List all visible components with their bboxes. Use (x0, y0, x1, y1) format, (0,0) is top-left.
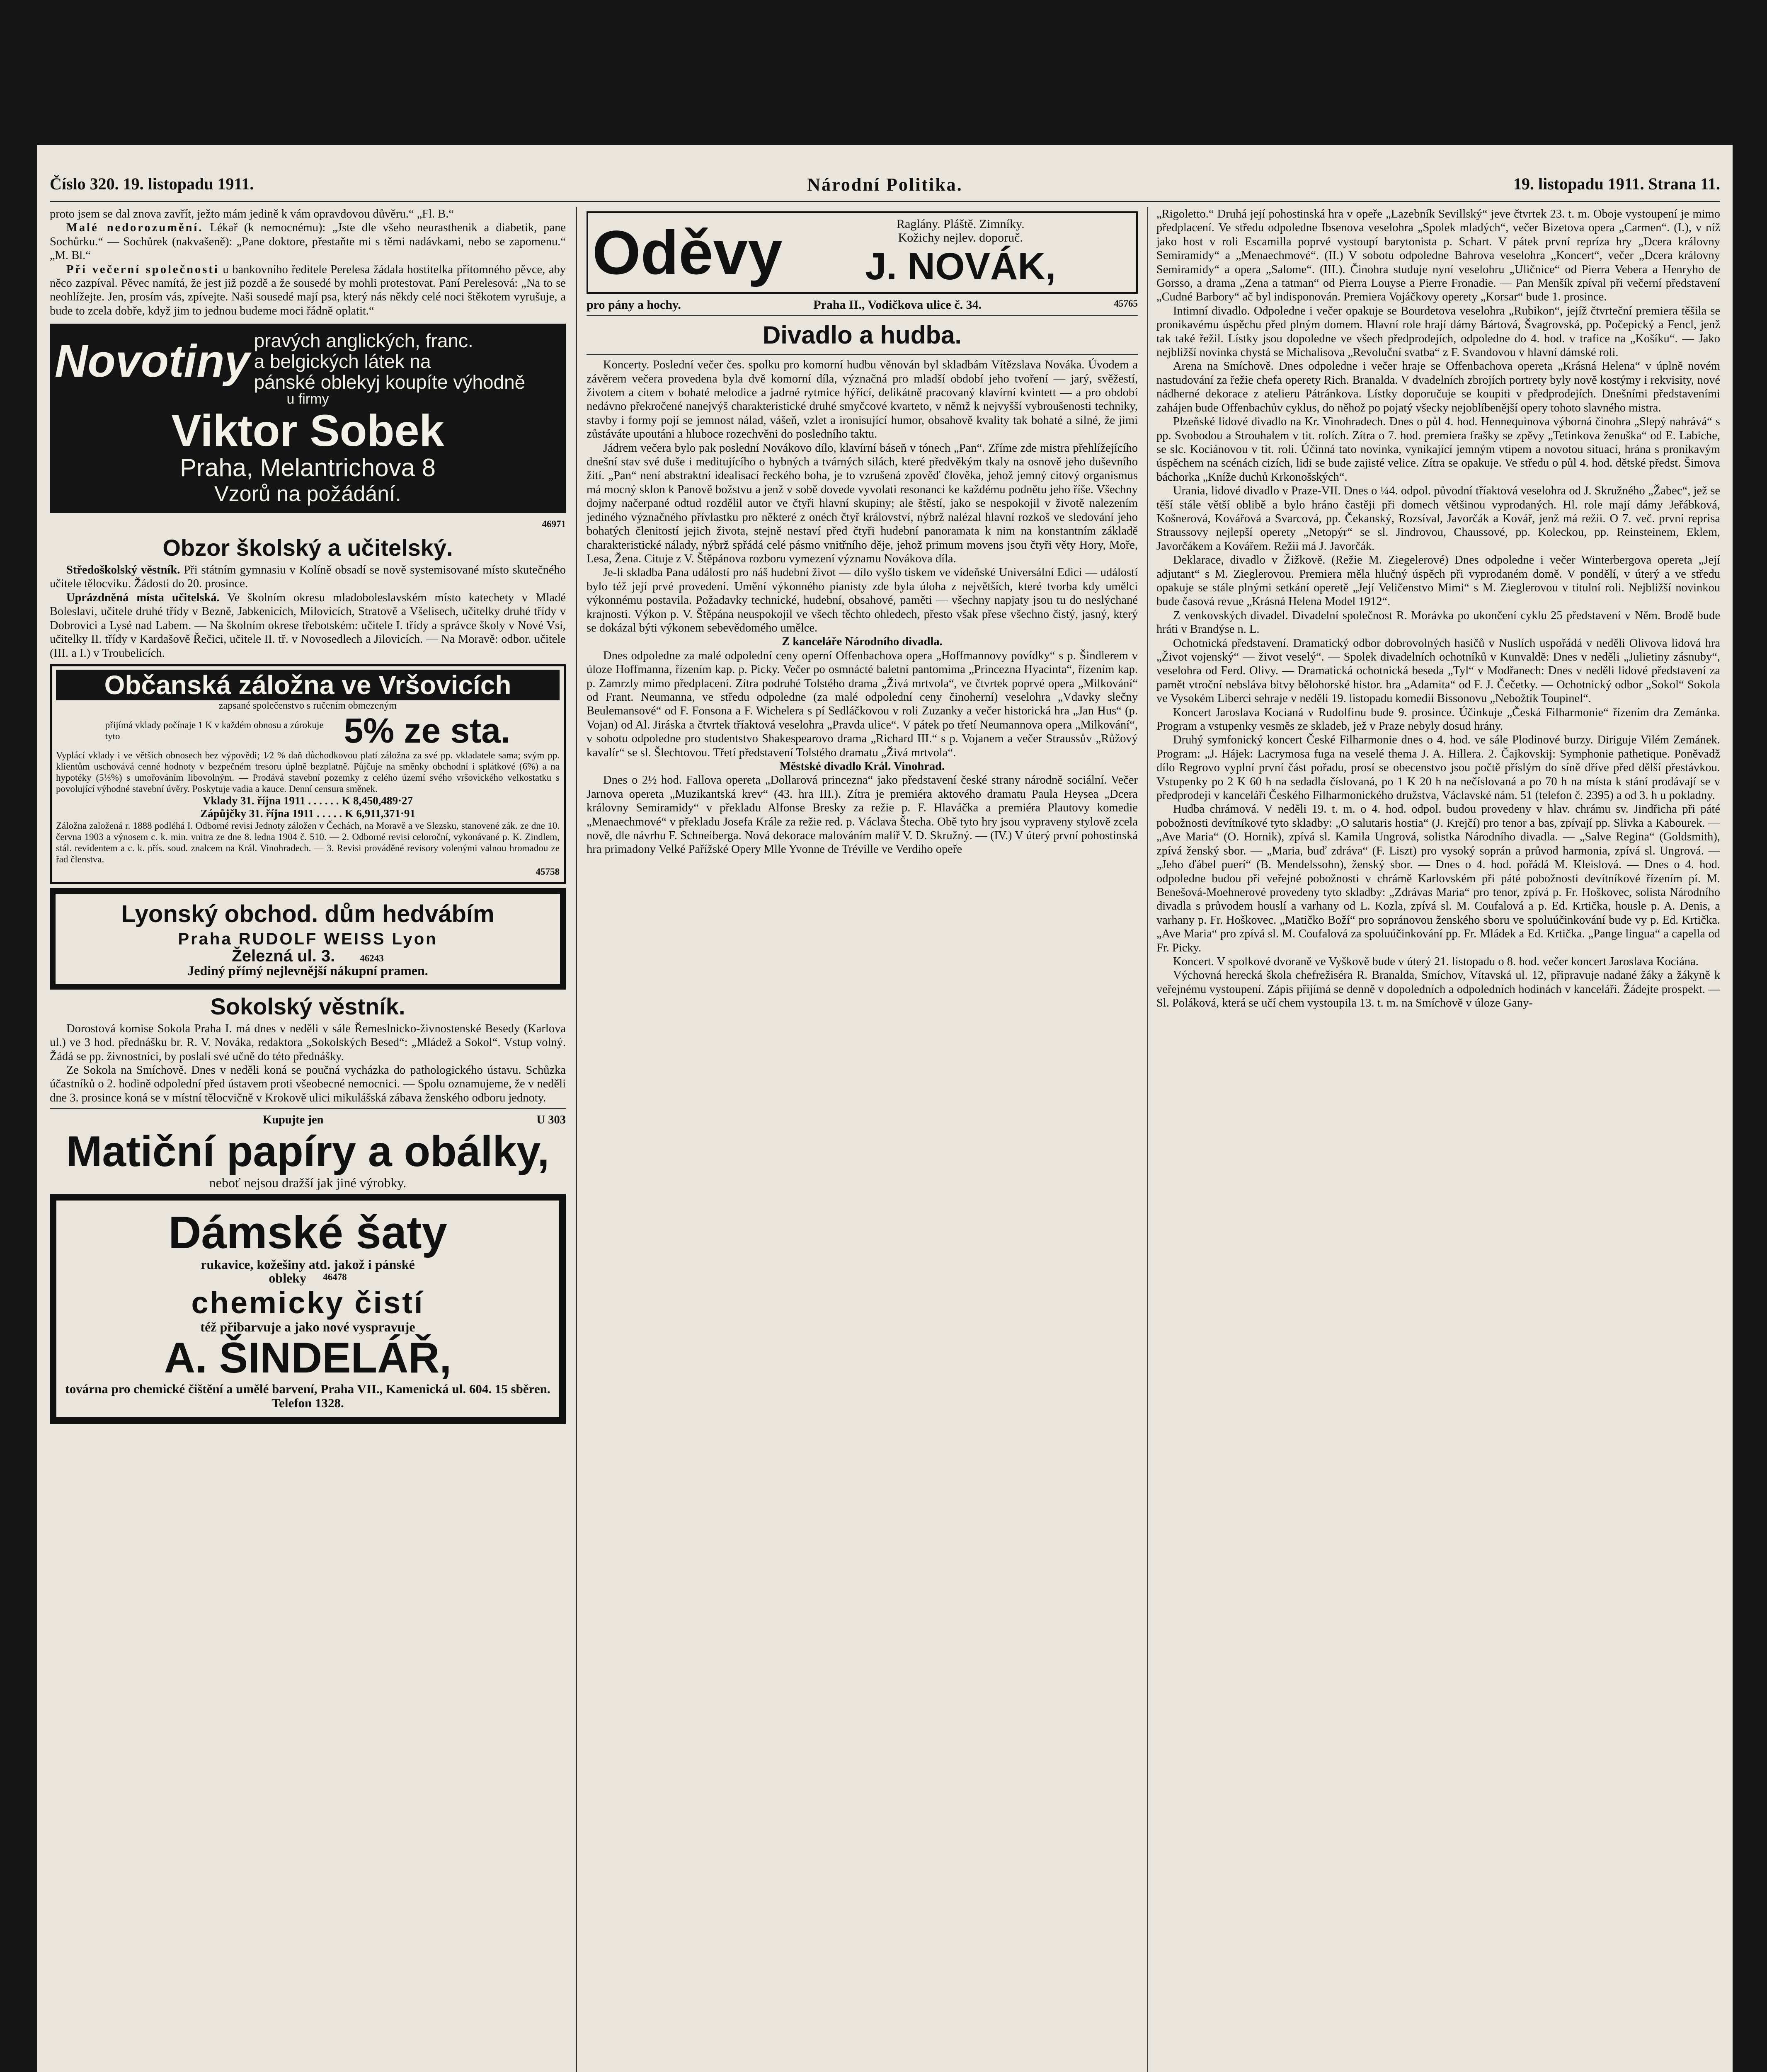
ad-address: Železná ul. 3. (232, 947, 335, 966)
column-middle (587, 207, 1138, 2072)
article-text (50, 221, 566, 262)
article-text: Arena na Smíchově. Dnes odpoledne i večer hraje se Offenbachova opereta „Krásná Helena“ v úplně novém nastudování za řežie chefa operety Rich. Branalda. V dvadelních zbrojích portrety byly nově kostýmy i rekvisity, nové nádherné dekorace z atelieru Pátránkova. Lístky doporučuje se koupiti v předprodejích. Dnešními představeními zahájen bude Offenbachův cyklus, do něhož po pojatý všecky nejoblíbenější opery tohoto slavného mistra. (1156, 360, 1720, 414)
ad-company-name: Viktor Sobek (171, 405, 444, 455)
ad-line: a belgických látek na (254, 351, 431, 373)
article-text: Koncerty. Poslední večer čes. spolku pro komorní hudbu věnován byl skladbám Vítězslava Nováka. Úvodem a závěrem večera provedena byla dvě komorní díla, význačná pro mladší období jeho tvoření — jarý, svěžestí, životem a citem v bohaté melodice a jadrné rytmice hýřící, delikátně pracovaný klavírní kvintett — a pro období nedávno překročené nanejvýš charakteristické druhé smyčcové kvarteto, v němž k nejvyšší vybroušenosti techniky, stavby i formy pojí se jemnost nálad, vášeň, vzlet a ironisující humor, obsahově kvality tak bohaté a silné, že jimi zůstáváte upoutáni a hluboce rozechvěni do posledního taktu. (587, 358, 1138, 441)
column-left (50, 207, 566, 2072)
article-text: Výchovná herecká škola chefrežiséra R. Branalda, Smíchov, Vítavská ul. 12, připravuje nadané žáky a žákyně k veřejnému vystoupení. Zápis přijímá se denně v dopoledních a odpoledních hodinách v kanceláři. Žádejte prospekt. — Sl. Poláková, která se učí chem vystoupila 13. t. m. na Smíchově v úloze Gany- (1156, 969, 1720, 1010)
ad-address: Praha, Melantrichova 8 (180, 453, 436, 482)
advertisement-zalozna (50, 664, 566, 884)
column-divider (1147, 207, 1148, 2072)
advertisement-sindelar (50, 1194, 566, 1424)
article-text: Ochotnická představení. Dramatický odbor dobrovolných hasičů v Nuslích uspořádá v neděli Olivova lidová hra „Život vojenský“ — život veselý“. — Spolek divadelních ochotníků v Kunvaldě: Dnes v neděli „Julietiny zásnuby“, veselohra od Ferd. Olivy. — Dramatická ochotnická beseda „Tyl“ v Modřanech: Dnes v neděli lidové představení za pamět vtroční nebsláva bitvy bělohorské histor. hra „Adamita“ od F. J. Čečetky. — Ochotnický odbor „Sokol“ Sokola ve Vysokém Liberci sehraje v neděli 19. listopadu komedii Bissonovu „Nebožtík Toupinel“. (1156, 637, 1720, 705)
section-title: Sokolský věstník. (210, 993, 405, 1019)
article-text: Dorostová komise Sokola Praha I. má dnes v neděli v sále Řemeslnicko-živnostenské Besedy (Karlova ul.) ve 3 hod. přednášku br. R. V. Nováka, redaktora „Sokolských Besed“: „Mládež a Sokol“. Vstup volný. Žádá se pp. živnostníci, by poslali své učně do této přednášky. (50, 1022, 566, 1063)
ad-code: 45758 (536, 866, 560, 877)
article-text: Druhý symfonický koncert České Filharmonie dnes o 4. hod. ve sále Plodinové burzy. Diriguje Vilém Zemánek. Program: „J. Hájek: Lacrymosa fuga na veselé thema J. A. Hillera. 2. Čajkovskij: Symphonie pathetique. Poněvadž dílo Regrovo vyplní první část pořadu, prosí se obecenstvo jsou počtě příslým do síně dříve před dělší přestávkou. Vstupenky po 2 K 60 h na sedadla číslovaná, po 1 K 20 h na nečíslovaná a po 70 h na místa k stání prodávají se v předprodeji v kanceláři Českého Filharmonického družstva, Václavské nám. 51 (telefon č. 2395) a od 3. h u pokladny. (1156, 733, 1720, 802)
article-text (50, 263, 566, 318)
advertisement-novak (587, 211, 1138, 294)
advertisement-matic (50, 1113, 566, 1190)
ad-headline: Matiční papíry a obálky, (66, 1127, 550, 1176)
article-text: Ze Sokola na Smíchově. Dnes v neděli koná se poučná vycházka do pathologického ústavu. Schůzka účastníků o 2. hodině odpolední před ústavem proti všeobecné nemocnici. — Spolu oznamujeme, že v neděli dne 3. prosince koná se v místní tělocvičně v Krokově ulici mikulášská zábava ženského odboru jednoty. (50, 1063, 566, 1104)
article-text: proto jsem se dal znova zavřít, ježto mám jedině k vám opravdovou důvěru.“ „Fl. B.“ (50, 208, 454, 220)
column-right (1156, 207, 1720, 2072)
article-text: Hudba chrámová. V neděli 19. t. m. o 4. hod. odpol. budou provedeny v hlav. chrámu sv. Jindřicha při páté pobožnosti devítníkové tyto skladby: „O salutaris hostia“ (J. Krejčí) pro tenor a bas, zpívají pp. Slivka a Kabourek. — „Ave Maria“ (O. Hornik), zpívá sl. Kamila Ungrová, solistka Národního divadla. — „Salve Regina“ (Goldsmith), zpívá ženský sbor. — „Maria, buď zdráva“ (F. Liszt) pro vysoký soprán a průvod harmonia, zpívá sl. Ungrová. — „Jeho ďábel puerí“ (B. Mendelssohn), ženský sbor. — Dnes o 4. hod. pořádá M. Kleislová. — Dnes o 4. hod. odpoledne budou při veřejné pobožnosti v chrámě Karlovském při páté pobožnosti devítníkové řízením pí. M. Benešová-Moehnerové provedeny tyto skladby: „Zdrávas Maria“ pro tenor, zpívá p. Fr. Hoškovec, solista Národního divadla s průvodem houslí a varhany od L. Kozla, zpívá sl. M. Coufalová a p. Ed. Krtička, housle p. A. Denis, a varhany p. Fr. Hoškovec. „Matičko Boží“ pro sopránovou ženského sboru ve spoluúčinkování bude vy p. Ed. Krtička. „Ave Maria“ pro zpívá sl. M. Coufalová za spoluúčinkování pp. Fr. Mládek a Ed. Krtička. „Pange lingua“ a capella od Fr. Picky. (1156, 803, 1720, 954)
ad-line: Kupujte jen (263, 1113, 324, 1127)
header-page-number: 19. listopadu 1911. Strana 11. (1513, 174, 1720, 193)
article-text: Plzeňské lidové divadlo na Kr. Vinohradech. Dnes o půl 4. hod. Hennequinova výborná činohra „Slepý nahrává“ s pp. Svobodou a Strouhalem v tit. rolích. Zítra o 7. hod. premiera frašky se zpěvy „Tetinkova ženuška“ od E. Labiche, se slc. Kociánovou v tit. roli. Účinná tato novinka, vynikající jemným vtipem a novotou situací, hrána s pronikavým úspěchem na scénách cizích, lidi se bude zajisté velice. Zítra se opakuje. Ve středu o půl 4. hod. dětské předst. Šimova báchorka „Kníže duchů Krkonošských“. (1156, 415, 1720, 484)
ad-footer: Záložna založená r. 1888 podléhá I. Odborné revisi Jednoty záložen v Čechách, na Moravě a ve Slezsku, stanovené zák. ze dne 10. června 1903 a výnosem c. k. min. vnitra ze dne 8. ledna 1904 č. 510. — 2. Odborné revisi celoroční, vykonávané p. K. Zindlem, stál. revidentem a c. k. přís. soud. znalcem na Král. Vinohradech. — 3. Revisi prováděné revisory volenými valnou hromadou ze řad členstva. (56, 820, 560, 864)
article-text: Koncert. V spolkové dvoraně ve Vyškově bude v úterý 21. listopadu o 8. hod. večer koncert Jaroslava Kociána. (1173, 955, 1699, 968)
article-body: Lékař (k nemocnému): „Jste dle všeho neurasthenik a diabetik, pane Sochůrku.“ — Sochůrek (nakvašeně): „Pane doktore, přestaňte mi s těmi nadávkami, nebo se zapomenu.“ „M. Bl.“ (50, 221, 566, 262)
ad-company-name: A. ŠINDELÁŘ, (164, 1334, 452, 1382)
ad-line: u firmy (286, 391, 329, 407)
article-text: Dnes odpoledne za malé odpolední ceny operní Offenbachova opera „Hoffmannovy povídky“ s p. Šindlerem v úloze Hoffmanna, řízením kap. p. Picky. Večer po osmnácté baletní pantomima „Princezna Hyacinta“, řízením kap. p. Zamrzly mimo předplacení. Zítra podruhé Tolstého drama „Živá mrtvola“, ve čtvrtek poprvé opera „Milkování“ od Frant. Neumanna, ve středu odpoledne (za malé odpolední ceny činoherní) veselohra „Vdavky slečny Beulemansové“ od F. Fonsona a F. Wichelera s pí Sedláčkovou v roli Zuzanky a večer historická hra „Jan Hus“ (p. Vojan) od Al. Jiráska a čtvrtek tříaktová veselohra „Pravda ulice“. V pátek po třetí Neumannova opera „Milkování“, v sobotu odpoledne pro studentstvo Shakespearovo drama „Richard III.“ s p. Vojanem a večer Straussův „Růžový kavalír“ se sl. Šlechtovou. Třetí představení Tolstého dramatu „Živá mrtvola“. (587, 649, 1138, 759)
ad-line: pro pány a hochy. (587, 298, 681, 312)
ad-line: přijímá vklady počínaje 1 K v každém obnosu a zúrokuje tyto (105, 719, 324, 741)
divider (50, 1108, 566, 1109)
article-text: Koncert Jaroslava Kocianá v Rudolfinu bude 9. prosince. Účinkuje „Česká Filharmonie“ řízením dra Zemánka. Program a vstupenky vesměs ze skladeb, jež v Praze nebyly dosud hrány. (1156, 706, 1720, 733)
article-heading: Při večerní společnosti (66, 263, 219, 276)
column-divider (576, 207, 577, 2072)
ad-line: obleky (269, 1271, 307, 1286)
ad-line: zapsané společenstvo s ručením obmezeným (218, 700, 397, 711)
article-heading: Malé nedorozumění. (66, 221, 204, 235)
header-issue-date: Číslo 320. 19. listopadu 1911. (50, 174, 254, 193)
article-text: Je-li skladba Pana událostí pro náš hudební život — dílo vyšlo tiskem ve vídeňské Universální Edici — událostí bylo též její prvé provedení. Umění výkonného pianisty zde byla úloha z největších, které tvorba kdy umělci výkonnému postavila. Požadavky technické, hudební, obsahové, paměti — všechny napjaty jsou tu do neslýchané krajnosti. Výkon p. V. Štěpána neuspokojil ve všech těchto ohledech, přesto však přese všechno čistý, jasný, který se dokázal býti výkonem sebevědomého umělce. (587, 566, 1138, 634)
article-text: Dnes o 2½ hod. Fallova opereta „Dollarová princezna“ jako představení české strany národně sociální. Večer Jarnova opereta „Muzikantská krev“ (43. hra III.). Zítra je premiéra aktového dramatu Paula Heysea „Dcera královny Semiramidy“ v překladu Alfonse Bresky za režie p. F. Hlaváčka a premiéra Plautovy komedie „Menaechmové“ v překladu Josefa Krále za režie red. p. Václava Štecha. Obě tyto hry jsou vypraveny stylově zcela nově, dle návrhu F. Schneiberga. Nová dekorace malováním malíř V. D. Skružný. — (IV.) V úterý první pohostinská hra primadony Velké Pařížské Opery Mlle Yvonne de Tréville ve Verdiho opeře (587, 774, 1138, 856)
article-text: Jádrem večera bylo pak poslední Novákovo dílo, klavírní báseň v tónech „Pan“. Zříme zde mistra přehlížejícího dnešní stav své duše i meditujícího o hybných a tvárných silách, které předvěkým tkaly na osnově jeho duševního žití. „Pan“ není abstraktní idealisací řeckého boha, je to vzrušená zpověď člověka, jehož jemný citový organismus má mocný sklon k Panově božstvu a jenž v sobě dovede vyvolati resonanci ke každému podnětu jeho říše. Všechny dojmy načerpané odtud rozdělil autor ve čtyři hlavní skupiny; ale štěstí, jako se nespokojil v životě nalezením jediného význačného přívlastku pro některé z onéch čtyř království, nýbrž nalézal hlavní rozkoš ve sledování jeho bohatých členitostí jejich života, stejně nestaví před čtyři hudební panoramata k nim na konstantním základě charakteristické nálady, nýbrž spřádá celé pásmo vnitřního děje, jehož primum movens jsou čtyři věty Hory, Moře, Lesa, Žena. Cituje z V. Štěpánova rozboru vymezení významu Novákova díla. (587, 441, 1138, 565)
ad-headline: Dámské šaty (168, 1207, 447, 1258)
article-text (50, 563, 566, 591)
ad-deposits: Vklady 31. října 1911 . . . . . . K 8,450,489·27 (202, 794, 413, 807)
newspaper-title: Národní Politika. (807, 174, 963, 195)
ad-line: Praha RUDOLF WEISS Lyon (178, 930, 438, 949)
ad-address: Praha II., Vodičkova ulice č. 34. (813, 298, 982, 312)
advertisement-sobek (50, 324, 566, 513)
ad-address: továrna pro chemické čištění a umělé barvení, Praha VII., Kamenická ul. 604. 15 sběren. Telefon 1328. (65, 1382, 550, 1410)
ad-code: 46478 (323, 1272, 347, 1283)
article-text: Urania, lidové divadlo v Praze-VII. Dnes o ¼4. odpol. původní tříaktová veselohra od J. Skružného „Žabec“, jež se těší stále větší oblibě a bylo hráno častěji při domech většinou vyprodaných. Hl. role mají dámy Jeřábková, Košnerová, Kovářová a Svarcová, pp. Čekanský, Rozsíval, Javorčák a Kovář, jenž má režii. O 7. več. první reprisa Straussovy nejlepší operety „Netopýr“ se sl. Jindrovou, Chaussové, pp. Koleckou, pp. Reinsteinem, Eklem, Javorčákem a Kovářem. Režii má J. Javorčák. (1156, 484, 1720, 553)
article-body: u bankovního ředitele Perelesa žádala hostitelka přítomného pěvce, aby něco zazpíval. Pěvec namítá, že jest již pozdě a že sousedé by mohli protestovat. Paní Perelesová: „Na to se neohlížejte. Jen, prosím vás, zpívejte. Naši sousedé mají psa, který nás někdy celé noci štěkotem vyrušuje, a bude to zcela dobře, když jim to jednou budeme moci řádně oplatit.“ (50, 263, 566, 317)
article-body: Při státním gymnasiu v Kolíně obsadí se nově systemisované místo skutečného učitele tělocviku. Žádosti do 20. prosince. (50, 564, 566, 591)
ad-code: U 303 (536, 1113, 566, 1127)
ad-line: Raglány. Pláště. Zimníky. (897, 217, 1025, 231)
article-heading: Z kanceláře Národního divadla. (782, 635, 943, 649)
ad-line: též přibarvuje a jako nové vyspravuje (200, 1319, 415, 1334)
ad-line: Kožichy nejlev. doporuč. (898, 231, 1023, 245)
article-heading: Středoškolský věstník. (66, 564, 180, 577)
article-text: „Rigoletto.“ Druhá její pohostinská hra v opeře „Lazebník Sevillský“ jeve čtvrtek 23. t. m. Oboje vystoupení je mimo předplacení. Ve středu odpoledne Ibsenova veselohra „Spolek mladých“, večer Bizetova opera „Carmen“. (I.), v níž jako host v roli Escamilla poprvé vystoupí barytonista p. Schart. V pátek první repríza hry „Dcera královny Semiramidy“ a „Menaechmové“. (II.) V sobotu odpoledne Bahrova veselohra „Koncert“, večer „Dcera královny Semiramidy“ a opera „Salome“. (III.). Činohra studuje nyní veselohru „Uličnice“ od Pierra Vebera a Henryho de Gorsso, a drama „Zena a tatman“ od Pierra Louyse a Pierre Fronadie. — Pan Menšík zpíval při večerní představení „Cudné Barbory“ ač byl indisponován. Premiera Vojáčkovy operety „Korsar“ bude 1. prosince. (1156, 208, 1720, 304)
ad-headline: chemicky čistí (191, 1285, 424, 1320)
ad-tagline: Jediný přímý nejlevnější nákupní pramen. (187, 963, 428, 978)
article-body: Ve školním okresu mladoboleslavském místo katechety v Mladé Boleslavi, učitele druhé třídy v Bezně, Jabkenicích, Milovicích, Stratově a Všelisech, učitelky druhé třídy v Dobrovici a Lysé nad Labem. — Na školním okrese třebotském: učitele I. třídy a správce školy v Nové Vsi, učitelky II. třídy v Kardašově Řečici, učitele II. tř. v Novosedlech a Jilovicích. — Na Moravě: odbor. učitele (III. a I.) v Troubelicích. (50, 591, 566, 660)
ad-interest-rate: 5% ze sta. (344, 711, 511, 750)
page-header (50, 174, 1720, 199)
ad-code: 46243 (360, 953, 384, 964)
article-heading: Uprázdněná místa učitelská. (66, 591, 220, 604)
newspaper-page (37, 145, 1733, 2072)
ad-line: rukavice, kožešiny atd. jakož i pánské (201, 1256, 415, 1272)
ad-headline: Lyonský obchod. dům hedvábím (121, 900, 494, 928)
ad-code: 45765 (1114, 298, 1138, 309)
header-rule (50, 201, 1720, 202)
article-text (50, 591, 566, 660)
article-text: Z venkovských divadel. Divadelní společnost R. Morávka po ukončení cyklu 25 představení v Něm. Brodě bude hráti v Brandýse n. L. (1156, 609, 1720, 636)
ad-headline: Občanská záložna ve Vršovicích (56, 670, 560, 700)
ad-tagline: neboť nejsou dražší jak jiné výrobky. (209, 1175, 407, 1190)
article-text: Deklarace, divadlo v Žižkově. (Režie M. Ziegelerové) Dnes odpoledne i večer Winterbergova opereta „Její adjutant“ s M. Zieglerovou. Premiera měla hlučný úspěch při vyprodaném domě. V pondělí, v úterý a ve středu opakuje se stále plnými setkání operetě „Její Veličenstvo Mimi“ s M. Zieglerovou v titulní roli. Nejbližší novinkou bude časová revue „Krásná Helena Model 1912“. (1156, 554, 1720, 608)
ad-headline: Novotiny (55, 336, 250, 387)
article-heading: Městské divadlo Král. Vinohrad. (779, 760, 945, 773)
divider (587, 315, 1138, 316)
advertisement-lyon (50, 888, 566, 989)
ad-body: Vyplácí vklady i ve větších obnosech bez výpovědi; 1⁄2 % daň důchodkovou platí záložna za své pp. vkladatele sama; svým pp. klientům uschovává cenné hodnoty v bezpečném tresoru úplně bezplatně. Půjčuje na směnky obchodní i splátkové (6%) a na hypotéky (5⅓%) s umořováním libovolným. — Prodává stavební pozemky z celého území svého vršovického velkostatku s povolující výhodné stavební úvěry. Poskytuje vadia a kauce. Denní censura směnek. (56, 750, 560, 794)
ad-line: Vzorů na požádání. (214, 482, 401, 506)
article-text: Intimní divadlo. Odpoledne i večer opakuje se Bourdetova veselohra „Rubikon“, jejíž čtvrteční premiera těšila se pronikavému úspěchu před plným domem. Hlavní role hrají dámy Bártová, Švagrovská, pp. Počepický a Fencl, jenž tak také řežil. Lístky jsou dopoledne ve všech předprodejích, odpoledne do 4. hod. v trafice na „Košíku“. — Jako nejbližší novinka chystá se Michalisova „Revoluční svatba“ z F. Svandovou v hlavní dámské roli. (1156, 304, 1720, 359)
section-title: Obzor školský a učitelský. (162, 535, 453, 561)
ad-line: pánské oblekyj koupíte výhodně (254, 371, 526, 393)
divider (587, 354, 1138, 355)
section-title: Divadlo a hudba. (762, 321, 962, 349)
ad-loans: Zápůjčky 31. října 1911 . . . . . K 6,911,371·91 (200, 807, 416, 820)
ad-company-name: J. NOVÁK, (865, 245, 1056, 288)
ad-headline: Oděvy (592, 218, 783, 288)
ad-line: pravých anglických, franc. (254, 330, 473, 352)
ad-code: 46971 (542, 518, 566, 529)
ad-footer (587, 298, 1138, 312)
